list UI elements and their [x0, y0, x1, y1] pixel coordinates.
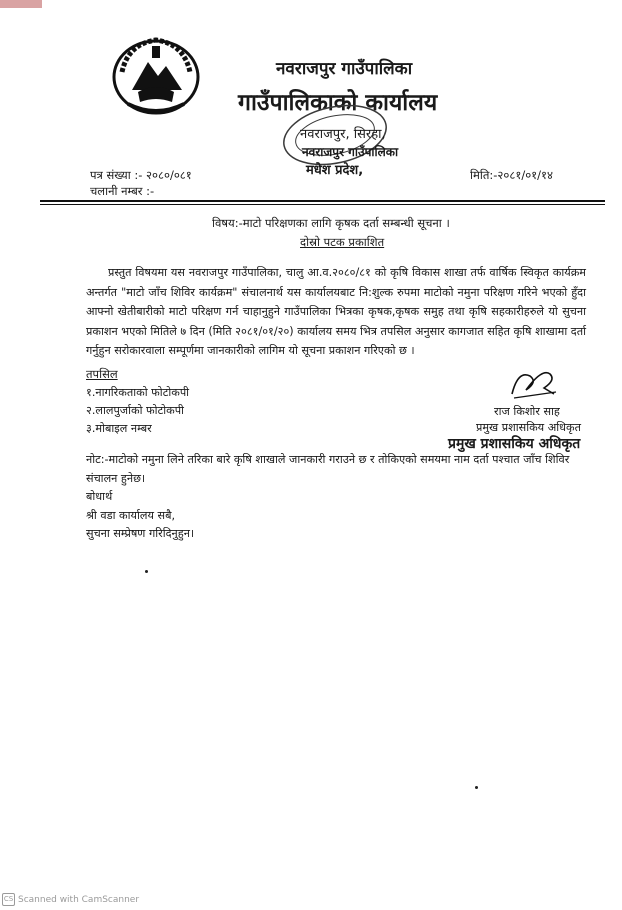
nepal-emblem-logo	[108, 32, 204, 118]
info-label: बोधार्थ	[86, 490, 113, 503]
camscanner-icon: CS	[2, 893, 15, 906]
info-recipient: श्री वडा कार्यालय सबै,	[86, 509, 176, 522]
subject-line: विषय:-माटो परिक्षणका लागि कृषक दर्ता सम्बन्धी सूचना ।	[212, 216, 450, 230]
letter-date: मिति:-२०८१/०१/१४	[470, 168, 554, 182]
details-item: १.नागरिकताको फोटोकपी	[86, 386, 190, 399]
address-line-2: नवराजपुर गाउँपालिका	[302, 145, 399, 159]
header-divider	[40, 200, 605, 202]
signature-mark	[508, 364, 558, 402]
header-divider-thin	[40, 204, 605, 205]
scan-speck	[475, 786, 478, 789]
details-item: २.लालपुर्जाको फोटोकपी	[86, 404, 184, 417]
scanner-watermark	[2, 893, 139, 906]
dispatch-number: चलानी नम्बर :-	[90, 184, 155, 198]
note-paragraph: नोट:-माटोको नमुना लिने तरिका बारे कृषि शाखाले जानकारी गराउने छ र तोकिएको समयमा नाम दर्ता पश्चात जाँच शिविर संचालन हुनेछ।	[86, 453, 570, 485]
publication-note: दोस्रो पटक प्रकाशित	[300, 235, 385, 249]
address-line-1: नवराजपुर, सिरहा,	[300, 127, 386, 142]
corner-mark	[0, 0, 42, 8]
office-name: गाउँपालिकाको कार्यालय	[238, 90, 438, 116]
info-instruction: सुचना सम्प्रेषण गरिदिनुहुन।	[86, 527, 195, 540]
address-line-3: मधेश प्रदेश,	[306, 163, 364, 178]
signer-title: प्रमुख प्रशासकिय अधिकृत	[476, 421, 582, 434]
signer-title-stamp: प्रमुख प्रशासकिय अधिकृत	[448, 436, 581, 452]
scan-speck	[145, 570, 148, 573]
reference-number: पत्र संख्या :- २०८०/०८१	[90, 168, 192, 182]
signer-name: राज किशोर साह	[494, 405, 560, 418]
organization-name: नवराजपुर गाउँपालिका	[276, 59, 413, 79]
details-heading: तपसिल	[86, 367, 118, 381]
body-paragraph: प्रस्तुत विषयमा यस नवराजपुर गाउँपालिका, चालु आ.व.२०८०/८१ को कृषि विकास शाखा तर्फ वार्षिक स्विकृत कार्यक्रम अन्तर्गत "माटो जाँच शिविर कार्यक्रम" संचालनार्थ यस कार्यालयबाट नि:शुल्क रुपमा माटोको नमुना परिक्षण गरिने भएको हुँदा आफ्नो खेतीबारीको माटो परिक्षण गर्न चाहानुहुने गाउँपालिका भित्रका कृषक,कृषक समुह तथा कृषि सहकारीहरुले यो सुचना प्रकाशन भएको मितिले ७ दिन (मिति २०८१/०१/२०) कार्यालय समय भित्र तपसिल अनुसार कागजात सहित कृषि शाखामा दर्ता गर्नुहुन सरोकारवाला सम्पूर्णमा जानकारीको लागिम यो सूचना प्रकाशन गरिएको छ ।	[86, 266, 586, 357]
details-item: ३.मोबाइल नम्बर	[86, 422, 152, 435]
scanner-watermark-text: Scanned with CamScanner	[18, 895, 140, 905]
